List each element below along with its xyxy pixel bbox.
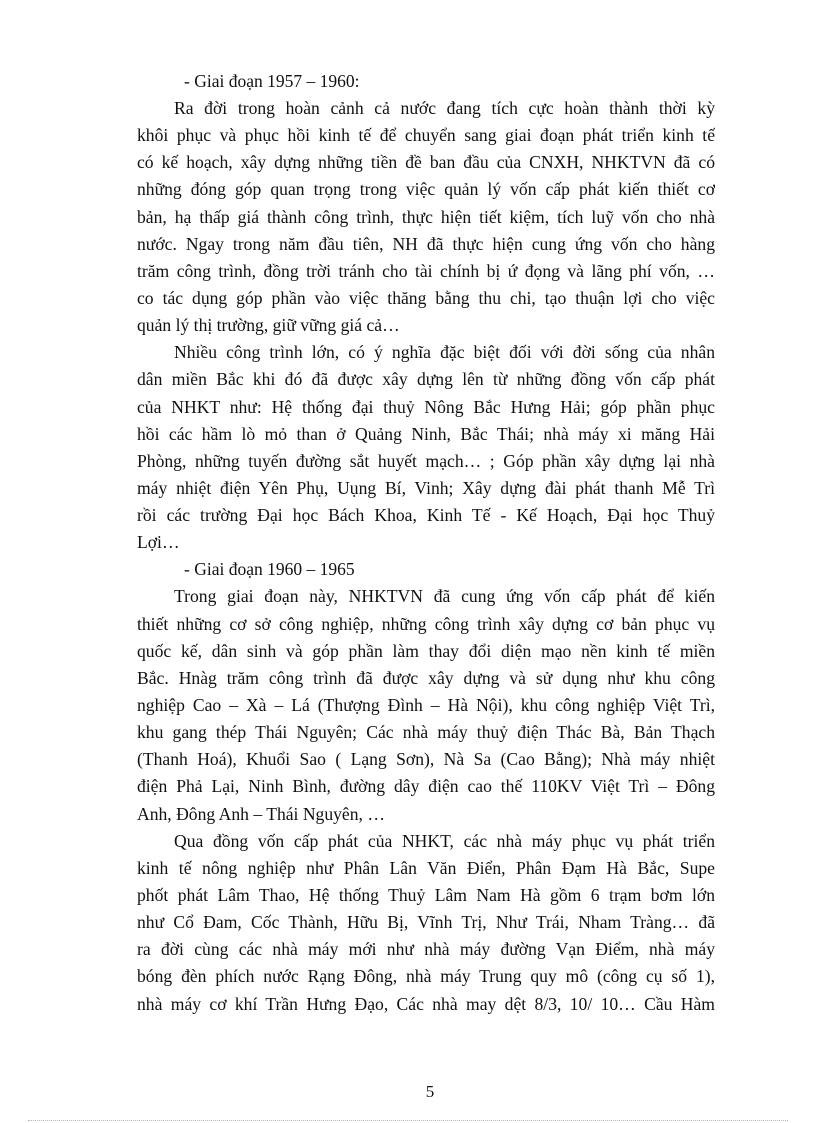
text-line: (Thanh Hoá), Khuổi Sao ( Lạng Sơn), Nà Sa (Cao Bằng); Nhà máy nhiệt <box>137 749 715 770</box>
text-line: khu gang thép Thái Nguyên; Các nhà máy thuỷ điện Thác Bà, Bản Thạch <box>137 722 715 743</box>
page-body <box>137 68 715 1018</box>
text-line: Bắc. Hnàg trăm công trình đã được xây dựng và sử dụng như khu công <box>137 667 715 688</box>
paragraph <box>137 95 715 339</box>
text-line: co tác dụng góp phần vào việc thăng bằng thu chi, tạo thuận lợi cho việc <box>137 287 715 308</box>
text-line: Phòng, những tuyến đường sắt huyết mạch… ; Góp phần xây dựng lại nhà <box>137 450 715 471</box>
text-line: phốt phát Lâm Thao, Hệ thống Thuỷ Lâm Nam Hà gồm 6 trạm bơm lớn <box>137 884 715 905</box>
text-line: Trong giai đoạn này, NHKTVN đã cung ứng vốn cấp phát để kiến <box>174 586 715 607</box>
text-line: bản, hạ thấp giá thành công trình, thực hiện tiết kiệm, tích luỹ vốn cho nhà <box>137 206 715 227</box>
text-line: của NHKT như: Hệ thống đại thuỷ Nông Bắc Hưng Hải; góp phần phục <box>137 396 715 417</box>
text-line: những đóng góp quan trọng trong việc quản lý vốn cấp phát kiến thiết cơ <box>137 179 715 200</box>
text-line: nghiệp Cao – Xà – Lá (Thượng Đình – Hà Nội), khu công nghiệp Việt Trì, <box>137 694 715 715</box>
paragraph <box>137 339 715 556</box>
text-line: thiết những cơ sở công nghiệp, những công trình xây dựng cơ bản phục vụ <box>137 613 715 634</box>
text-line: máy nhiệt điện Yên Phụ, Uụng Bí, Vinh; Xây dựng đài phát thanh Mễ Trì <box>137 477 715 498</box>
text-line: điện Phả Lại, Ninh Bình, đường dây điện cao thế 110KV Việt Trì – Đông <box>137 776 715 797</box>
text-line: nhà máy cơ khí Trần Hưng Đạo, Các nhà may dệt 8/3, 10/ 10… Cầu Hàm <box>137 993 715 1014</box>
section-heading-1957-1960: - Giai đoạn 1957 – 1960: <box>184 71 360 91</box>
text-line: hồi các hầm lò mỏ than ở Quảng Ninh, Bắc Thái; nhà máy xi măng Hải <box>137 423 715 444</box>
text-line: nước. Ngay trong năm đầu tiên, NH đã thực hiện cung ứng vốn cho hàng <box>137 233 715 254</box>
text-line: ra đời cùng các nhà máy mới như nhà máy đường Vạn Điểm, nhà máy <box>137 939 715 960</box>
text-line: Nhiều công trình lớn, có ý nghĩa đặc biệt đối với đời sống của nhân <box>174 342 715 363</box>
text-line: Ra đời trong hoàn cảnh cả nước đang tích cực hoàn thành thời kỳ <box>174 98 715 118</box>
paragraph <box>137 583 715 827</box>
text-line: khôi phục và phục hồi kinh tế để chuyển sang giai đoạn phát triển kinh tế <box>137 125 715 146</box>
section-heading-1960-1965: - Giai đoạn 1960 – 1965 <box>184 559 355 580</box>
text-line: quản lý thị trường, giữ vững giá cả… <box>137 315 400 336</box>
text-line: quốc kế, dân sinh và góp phần làm thay đổi diện mạo nền kinh tế miền <box>137 640 715 661</box>
paragraph <box>137 828 715 1018</box>
page-number: 5 <box>425 1082 435 1101</box>
text-line: dân miền Bắc khi đó đã được xây dựng lên từ những đồng vốn cấp phát <box>137 369 715 390</box>
text-line: như Cổ Đam, Cốc Thành, Hữu Bị, Vĩnh Trị, Như Trái, Nham Tràng… đã <box>137 912 715 933</box>
text-line: có kế hoạch, xây dựng những tiền đề ban đầu của CNXH, NHKTVN đã có <box>137 152 715 173</box>
text-line: trăm công trình, đồng trời tránh cho tài chính bị ứ đọng và lãng phí vốn, … <box>137 260 715 281</box>
footer-divider <box>28 1120 788 1121</box>
text-line: rồi các trường Đại học Bách Khoa, Kinh Tế - Kế Hoạch, Đại học Thuỷ <box>137 505 715 526</box>
text-line: kinh tế nông nghiệp như Phân Lân Văn Điển, Phân Đạm Hà Bắc, Supe <box>137 857 715 878</box>
text-line: Anh, Đông Anh – Thái Nguyên, … <box>137 803 385 824</box>
text-line: Lợi… <box>137 532 180 553</box>
text-line: bóng đèn phích nước Rạng Đông, nhà máy Trung quy mô (công cụ số 1), <box>137 966 715 987</box>
text-line: Qua đồng vốn cấp phát của NHKT, các nhà máy phục vụ phát triển <box>174 830 715 851</box>
